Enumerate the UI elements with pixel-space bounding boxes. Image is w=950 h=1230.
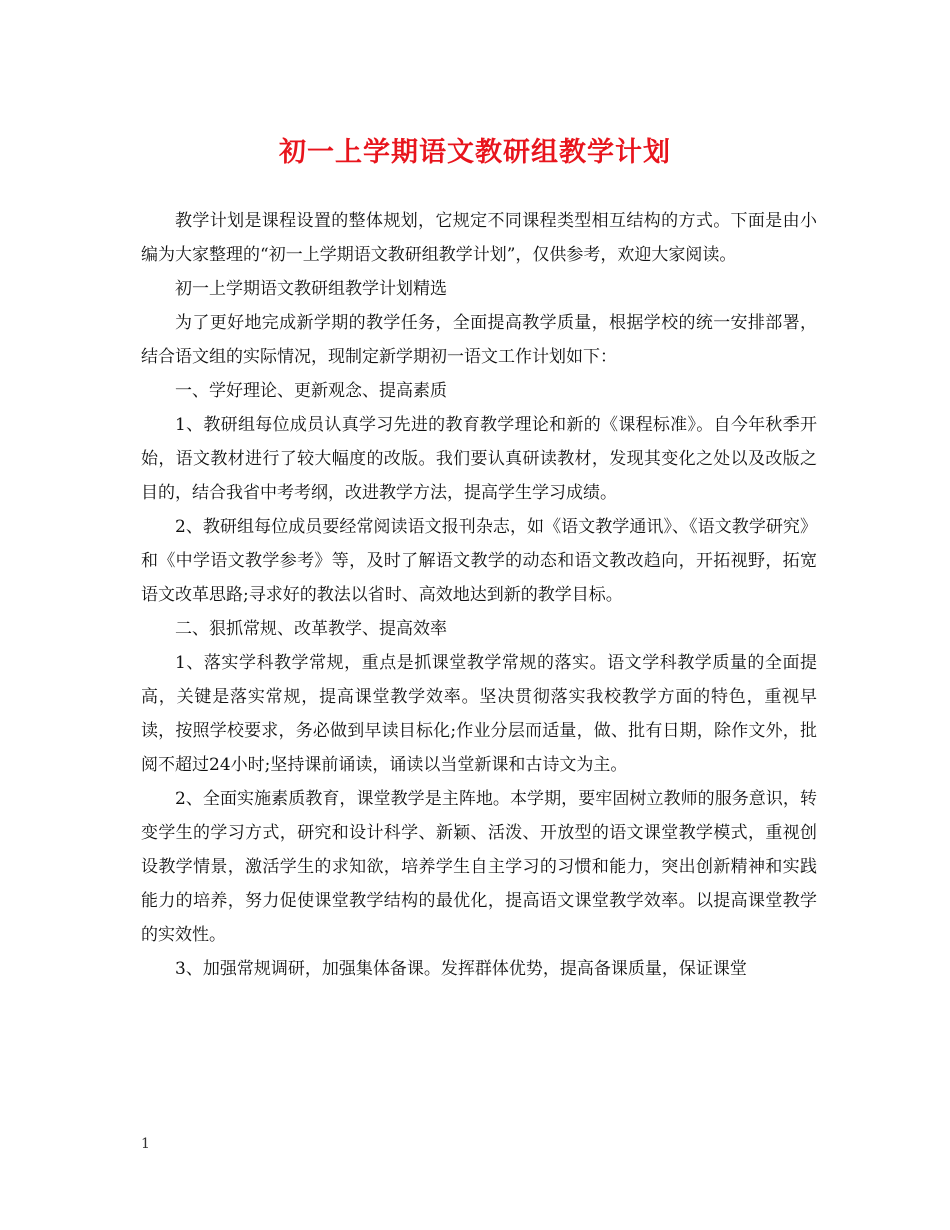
paragraph-intro: 教学计划是课程设置的整体规划，它规定不同课程类型相互结构的方式。下面是由小编为大家整理的“初一上学期语文教研组教学计划”，仅供参考，欢迎大家阅读。 [141, 211, 817, 265]
section-heading-1: 一、学好理论、更新观念、提高素质 [175, 381, 447, 401]
section-heading-2: 二、狠抓常规、改革教学、提高效率 [175, 619, 447, 639]
paragraph-2-2: 2、全面实施素质教育，课堂教学是主阵地。本学期，要牢固树立教师的服务意识，转变学生的学习方式，研究和设计科学、新颖、活泼、开放型的语文课堂教学模式，重视创设教学情景，激活学生的求知欲，培养学生自主学习的习惯和能力，突出创新精神和实践能力的培养，努力促使课堂教学结构的最优化，提高语文课堂教学效率。以提高课堂教学的实效性。 [141, 789, 817, 945]
document-title: 初一上学期语文教研组教学计划 [279, 137, 671, 168]
paragraph-1-2: 2、教研组每位成员要经常阅读语文报刊杂志，如《语文教学通讯》、《语文教学研究》和《中学语文教学参考》等，及时了解语文教学的动态和语文教改趋向，开拓视野，拓宽语文改革思路;寻求好的教法以省时、高效地达到新的教学目标。 [141, 517, 817, 605]
paragraph-2-1: 1、落实学科教学常规，重点是抓课堂教学常规的落实。语文学科教学质量的全面提高，关键是落实常规，提高课堂教学效率。坚决贯彻落实我校教学方面的特色，重视早读，按照学校要求，务必做到早读目标化;作业分层而适量，做、批有日期，除作文外，批阅不超过24小时;坚持课前诵读，诵读以当堂新课和古诗文为主。 [141, 653, 817, 775]
page-number: 1 [141, 1136, 150, 1152]
paragraph-preface: 为了更好地完成新学期的教学任务，全面提高教学质量，根据学校的统一安排部署，结合语文组的实际情况，现制定新学期初一语文工作计划如下： [141, 313, 817, 367]
paragraph-subtitle: 初一上学期语文教研组教学计划精选 [175, 279, 447, 299]
paragraph-1-1: 1、教研组每位成员认真学习先进的教育教学理论和新的《课程标准》。自今年秋季开始，语文教材进行了较大幅度的改版。我们要认真研读教材，发现其变化之处以及改版之目的，结合我省中考考纲，改进教学方法，提高学生学习成绩。 [141, 415, 817, 503]
paragraph-2-3: 3、加强常规调研，加强集体备课。发挥群体优势，提高备课质量，保证课堂 [175, 959, 747, 979]
document-body [141, 204, 817, 986]
